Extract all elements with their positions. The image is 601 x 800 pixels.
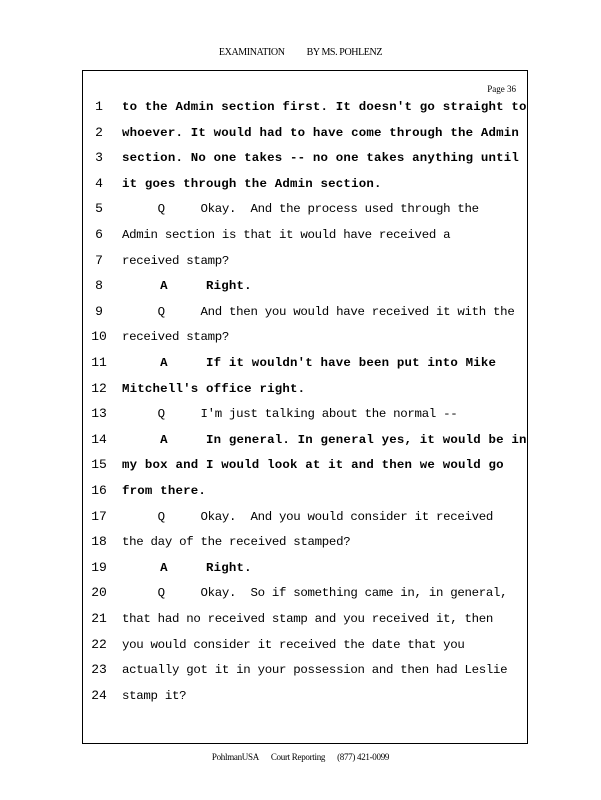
line-number: 17 <box>91 508 107 524</box>
line-number: 11 <box>91 355 107 370</box>
transcript-line: Q Okay. So if something came in, in general, <box>122 586 508 601</box>
transcript-line: to the Admin section first. It doesn't go straight to <box>122 100 527 114</box>
transcript-line: that had no received stamp and you received it, then <box>122 612 494 626</box>
line-number: 24 <box>91 687 107 703</box>
line-number: 8 <box>95 278 103 294</box>
transcript-line: A Right. <box>122 279 252 294</box>
transcript-line: stamp it? <box>122 688 187 703</box>
transcript-line: the day of the received stamped? <box>122 535 351 550</box>
line-number: 15 <box>91 457 107 473</box>
line-number: 9 <box>95 303 103 319</box>
transcript-line: A In general. In general yes, it would be in <box>122 432 527 447</box>
header-examination: EXAMINATION <box>218 47 285 58</box>
transcript-line: Q Okay. And you would consider it received <box>122 509 494 524</box>
line-number: 19 <box>91 559 107 575</box>
page-footer <box>0 752 601 762</box>
line-number: 6 <box>95 227 103 242</box>
transcript-line: my box and I would look at it and then we would go <box>122 458 504 473</box>
line-number: 1 <box>95 99 103 114</box>
transcript-line: you would consider it received the date that you <box>122 637 465 652</box>
line-number: 10 <box>91 329 107 345</box>
transcript-line: received stamp? <box>122 330 230 345</box>
transcript-line: from there. <box>122 484 206 498</box>
line-number: 14 <box>91 431 107 447</box>
line-number: 23 <box>91 662 107 678</box>
transcript-line: section. No one takes -- no one takes anything until <box>122 151 520 166</box>
transcript-line: received stamp? <box>122 253 230 268</box>
line-number: 20 <box>91 585 107 601</box>
transcript-line: whoever. It would had to have come through the Admin <box>122 125 520 140</box>
transcript-line: it goes through the Admin section. <box>122 176 382 191</box>
transcript-line: A If it wouldn't have been put into Mike <box>122 356 497 370</box>
transcript-line: Q I'm just talking about the normal -- <box>122 407 458 422</box>
transcript-line: Q Okay. And the process used through the <box>122 202 479 217</box>
footer-company: PohlmanUSA <box>211 752 259 762</box>
transcript-line: Q And then you would have received it with the <box>122 304 515 319</box>
footer-service: Court Reporting <box>270 752 326 762</box>
page-header <box>0 47 601 58</box>
line-number: 12 <box>91 380 107 396</box>
line-number: 3 <box>95 150 103 166</box>
transcript-line: Admin section is that it would have received a <box>122 228 451 242</box>
line-number: 18 <box>91 534 107 550</box>
line-number: 21 <box>91 611 107 626</box>
transcript-line: actually got it in your possession and then had Leslie <box>122 663 508 678</box>
header-examiner: BY MS. POHLENZ <box>306 47 383 58</box>
transcript-line: A Right. <box>122 560 252 575</box>
line-number: 5 <box>95 201 103 217</box>
line-number: 2 <box>95 124 103 140</box>
line-number: 22 <box>91 636 107 652</box>
line-number: 4 <box>95 175 103 191</box>
line-number: 13 <box>91 406 107 422</box>
page-number: Page 36 <box>487 84 516 94</box>
transcript-line: Mitchell's office right. <box>122 381 306 396</box>
line-number: 7 <box>95 252 103 268</box>
footer-phone: (877) 421-0099 <box>337 752 390 762</box>
line-number: 16 <box>91 483 107 498</box>
